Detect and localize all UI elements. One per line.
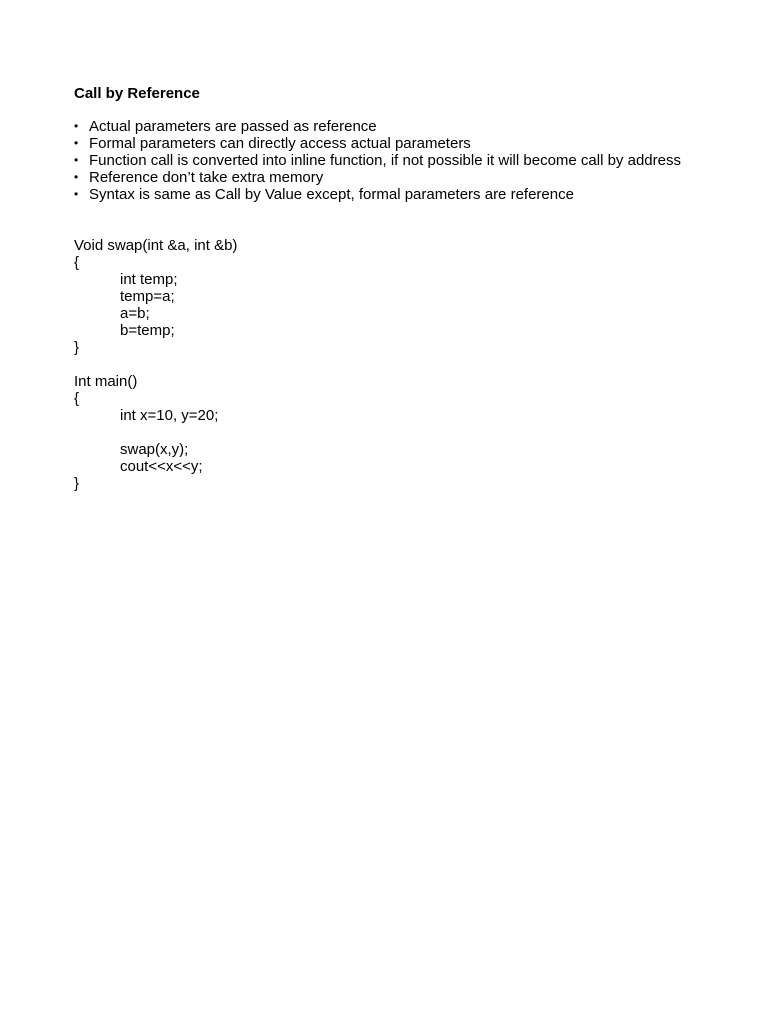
swap-body-line: int temp; (120, 271, 178, 288)
page-title: Call by Reference (74, 85, 200, 102)
swap-close-brace: } (74, 339, 80, 356)
main-signature: Int main() (74, 373, 138, 390)
bullet-icon: • (74, 170, 79, 184)
swap-signature: Void swap(int &a, int &b) (74, 237, 238, 254)
swap-open-brace: { (74, 254, 80, 271)
main-open-brace: { (74, 390, 80, 407)
bullet-icon: • (74, 187, 79, 201)
main-swap-call: swap(x,y); (120, 441, 189, 458)
main-declaration: int x=10, y=20; (120, 407, 219, 424)
code-block (74, 237, 694, 492)
document-content (74, 84, 694, 492)
swap-body-line: temp=a; (120, 288, 175, 305)
bullet-item (74, 118, 694, 135)
bullet-icon: • (74, 119, 79, 133)
main-close-brace: } (74, 475, 80, 492)
bullet-text: Syntax is same as Call by Value except, formal parameters are reference (89, 186, 574, 203)
bullet-text: Actual parameters are passed as reference (89, 118, 377, 135)
bullet-text: Function call is converted into inline function, if not possible it will become call by address (89, 152, 681, 169)
swap-body-line: b=temp; (120, 322, 175, 339)
bullet-list (74, 118, 694, 203)
bullet-item (74, 169, 694, 186)
bullet-item (74, 152, 694, 169)
bullet-text: Formal parameters can directly access actual parameters (89, 135, 471, 152)
code-spacer (74, 424, 694, 441)
bullet-icon: • (74, 153, 79, 167)
swap-body-line: a=b; (120, 305, 150, 322)
main-cout: cout<<x<<y; (120, 458, 203, 475)
code-spacer (74, 356, 694, 373)
bullet-item (74, 186, 694, 203)
bullet-icon: • (74, 136, 79, 150)
bullet-item (74, 135, 694, 152)
bullet-text: Reference don’t take extra memory (89, 169, 324, 186)
